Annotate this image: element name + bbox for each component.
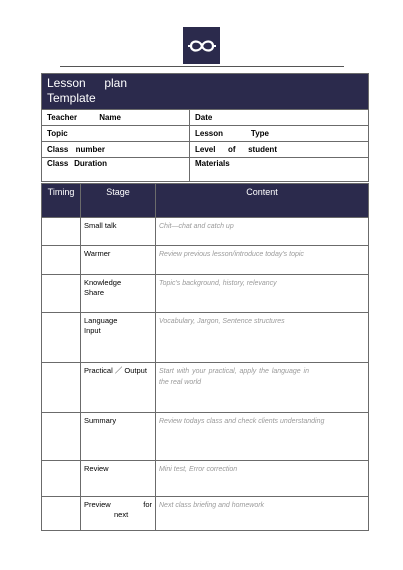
header-rule <box>60 66 344 67</box>
field-label: Materials <box>195 159 230 168</box>
content-cell[interactable] <box>156 497 369 531</box>
content-cell[interactable] <box>156 246 369 275</box>
stage-label: next <box>114 510 129 519</box>
table-row <box>42 246 369 275</box>
content-cell[interactable] <box>156 313 369 363</box>
field-label: of <box>228 145 236 154</box>
field-label: Name <box>99 113 121 122</box>
content-cell[interactable] <box>156 275 369 313</box>
content-text: Vocabulary, Jargon, Sentence structures <box>159 318 285 325</box>
knot-icon <box>187 37 217 55</box>
field-label: Topic <box>47 129 68 138</box>
content-cell[interactable] <box>156 413 369 461</box>
field-label: Class <box>47 145 69 154</box>
table-row <box>42 413 369 461</box>
column-header-content: Content <box>156 184 369 218</box>
timing-cell[interactable] <box>42 413 81 461</box>
field-label: student <box>248 145 277 154</box>
field-level-of-student[interactable] <box>190 142 369 158</box>
field-label: Class <box>47 159 69 168</box>
stage-label: Input <box>84 326 101 335</box>
stage-cell <box>81 275 156 313</box>
timing-cell[interactable] <box>42 246 81 275</box>
field-label: Type <box>250 129 269 138</box>
table-row <box>42 461 369 497</box>
table-row <box>42 363 369 413</box>
page-title <box>42 74 369 110</box>
timing-cell[interactable] <box>42 497 81 531</box>
stage-label: Summary <box>84 416 117 425</box>
logo <box>183 27 220 64</box>
field-label: Duration <box>74 159 107 168</box>
content-text: Topic's background, history, relevancy <box>159 280 277 287</box>
table-row <box>42 218 369 246</box>
content-cell[interactable] <box>156 461 369 497</box>
stage-label: Warmer <box>84 249 111 258</box>
table-row <box>42 497 369 531</box>
timing-cell[interactable] <box>42 461 81 497</box>
stage-cell <box>81 313 156 363</box>
stage-label: Knowledge <box>84 278 122 287</box>
content-cell[interactable] <box>156 218 369 246</box>
timing-cell[interactable] <box>42 363 81 413</box>
column-header-timing: Timing <box>42 184 81 218</box>
stage-label: Small talk <box>84 221 117 230</box>
content-text: Review previous lesson/introduce today's topic <box>159 251 304 258</box>
stage-cell <box>81 497 156 531</box>
content-cell[interactable] <box>156 363 369 413</box>
field-label: Level <box>195 145 216 154</box>
field-label: number <box>75 145 105 154</box>
content-text: Chit—chat and catch up <box>159 223 234 230</box>
field-label: Date <box>195 113 213 122</box>
field-class-duration[interactable] <box>42 158 190 182</box>
lesson-stages-table <box>41 183 369 531</box>
stage-label: Practical ／ Output <box>84 366 147 375</box>
timing-cell[interactable] <box>42 218 81 246</box>
stage-label: Language <box>84 316 118 325</box>
title-word-template: Template <box>47 91 96 105</box>
stage-cell <box>81 461 156 497</box>
field-topic[interactable] <box>42 126 190 142</box>
field-date[interactable] <box>190 110 369 126</box>
field-class-number[interactable] <box>42 142 190 158</box>
field-lesson-type[interactable] <box>190 126 369 142</box>
stage-label: Share <box>84 288 105 297</box>
lesson-info-table <box>41 73 369 182</box>
stage-cell <box>81 218 156 246</box>
content-text: Start with your practical, apply the language in the real world <box>159 368 309 386</box>
field-teacher-name[interactable] <box>42 110 190 126</box>
field-label: Lesson <box>195 129 224 138</box>
timing-cell[interactable] <box>42 313 81 363</box>
stage-label: Review <box>84 464 109 473</box>
title-word-lesson: Lesson <box>47 76 86 90</box>
stage-cell <box>81 246 156 275</box>
table-row <box>42 275 369 313</box>
content-text: Review todays class and check clients understanding <box>159 418 325 425</box>
column-header-stage: Stage <box>81 184 156 218</box>
stage-label: Preview for <box>84 500 152 509</box>
title-word-plan: plan <box>104 76 127 90</box>
stage-cell <box>81 363 156 413</box>
content-text: Next class briefing and homework <box>159 502 265 509</box>
field-label: Teacher <box>47 113 78 122</box>
stage-cell <box>81 413 156 461</box>
table-row <box>42 313 369 363</box>
timing-cell[interactable] <box>42 275 81 313</box>
content-text: Mini test, Error correction <box>159 466 238 473</box>
field-materials[interactable] <box>190 158 369 182</box>
